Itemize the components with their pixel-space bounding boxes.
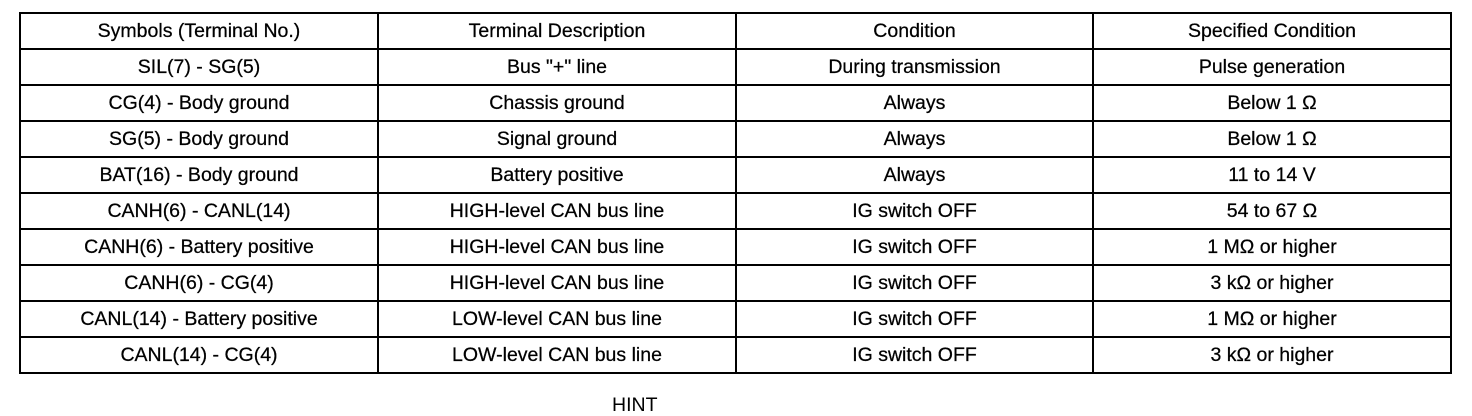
table-row (20, 157, 1451, 193)
cell-specified-condition: Below 1 Ω (1093, 85, 1451, 121)
cell-terminal-description: Signal ground (378, 121, 736, 157)
cell-condition: IG switch OFF (736, 265, 1093, 301)
cell-symbols: SIL(7) - SG(5) (20, 49, 378, 85)
cell-symbols: CANH(6) - CG(4) (20, 265, 378, 301)
cell-specified-condition: 1 MΩ or higher (1093, 301, 1451, 337)
cell-condition: During transmission (736, 49, 1093, 85)
table-header-row (20, 13, 1451, 49)
cell-specified-condition: Pulse generation (1093, 49, 1451, 85)
cell-terminal-description: LOW-level CAN bus line (378, 337, 736, 373)
cell-condition: IG switch OFF (736, 193, 1093, 229)
table-row (20, 121, 1451, 157)
table-row (20, 337, 1451, 373)
cell-specified-condition: 54 to 67 Ω (1093, 193, 1451, 229)
cell-symbols: CANH(6) - Battery positive (20, 229, 378, 265)
cell-specified-condition: 3 kΩ or higher (1093, 265, 1451, 301)
terminal-table-container (19, 12, 1452, 374)
cell-terminal-description: Chassis ground (378, 85, 736, 121)
cell-terminal-description: Bus "+" line (378, 49, 736, 85)
header-terminal-description: Terminal Description (378, 13, 736, 49)
table-row (20, 301, 1451, 337)
table-row (20, 265, 1451, 301)
cell-condition: Always (736, 121, 1093, 157)
cell-specified-condition: 11 to 14 V (1093, 157, 1451, 193)
cell-symbols: CANL(14) - Battery positive (20, 301, 378, 337)
table-row (20, 193, 1451, 229)
cell-symbols: BAT(16) - Body ground (20, 157, 378, 193)
cell-condition: Always (736, 157, 1093, 193)
cell-terminal-description: Battery positive (378, 157, 736, 193)
table-row (20, 229, 1451, 265)
cell-condition: Always (736, 85, 1093, 121)
cell-symbols: CG(4) - Body ground (20, 85, 378, 121)
cell-specified-condition: Below 1 Ω (1093, 121, 1451, 157)
cell-symbols: CANH(6) - CANL(14) (20, 193, 378, 229)
cell-specified-condition: 1 MΩ or higher (1093, 229, 1451, 265)
cell-symbols: SG(5) - Body ground (20, 121, 378, 157)
cut-off-heading (612, 394, 658, 416)
cut-off-heading-text: HINT (612, 394, 658, 416)
cell-symbols: CANL(14) - CG(4) (20, 337, 378, 373)
header-specified-condition: Specified Condition (1093, 13, 1451, 49)
cell-condition: IG switch OFF (736, 337, 1093, 373)
header-condition: Condition (736, 13, 1093, 49)
cell-condition: IG switch OFF (736, 301, 1093, 337)
cell-terminal-description: HIGH-level CAN bus line (378, 229, 736, 265)
cell-terminal-description: LOW-level CAN bus line (378, 301, 736, 337)
cell-terminal-description: HIGH-level CAN bus line (378, 265, 736, 301)
cell-terminal-description: HIGH-level CAN bus line (378, 193, 736, 229)
terminal-specification-table (19, 12, 1452, 374)
header-symbols: Symbols (Terminal No.) (20, 13, 378, 49)
table-row (20, 49, 1451, 85)
table-row (20, 85, 1451, 121)
cell-specified-condition: 3 kΩ or higher (1093, 337, 1451, 373)
cell-condition: IG switch OFF (736, 229, 1093, 265)
